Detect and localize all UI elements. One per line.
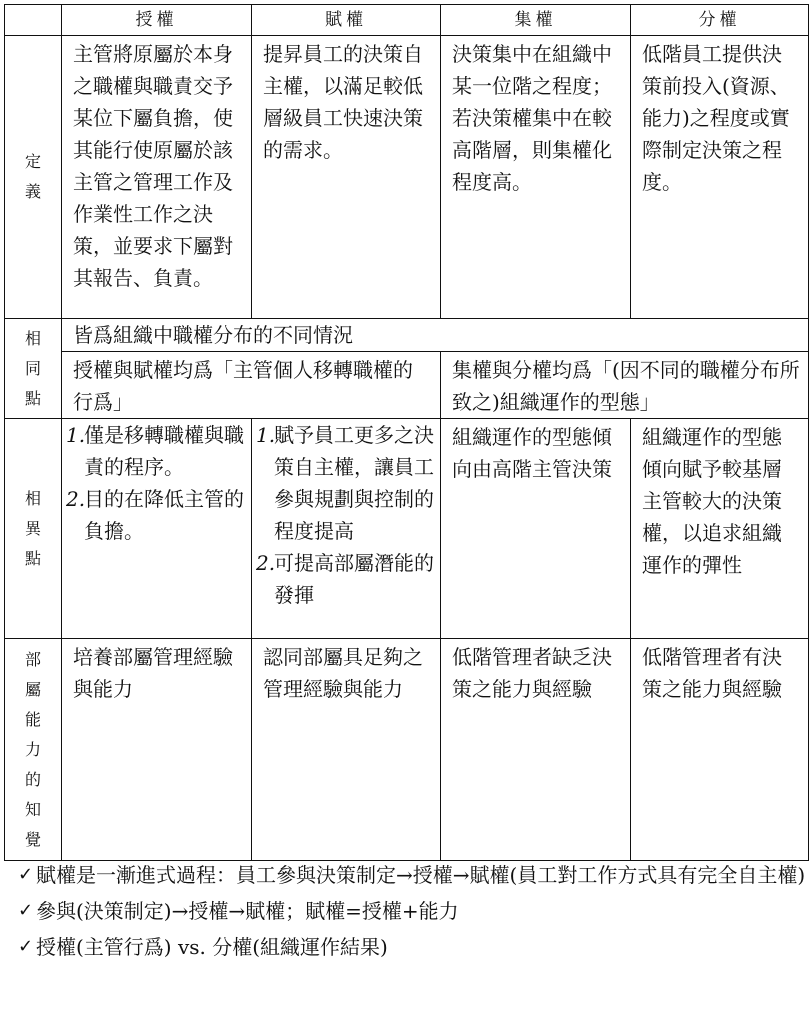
difference-centralization: 組織運作的型態傾向由高階主管決策 bbox=[441, 419, 631, 639]
definition-empowerment: 提昇員工的決策自主權，以滿足較低層級員工快速決策的需求。 bbox=[252, 36, 441, 319]
check-icon: ✓ bbox=[18, 900, 34, 921]
header-row bbox=[5, 5, 809, 36]
definition-delegation: 主管將原屬於本身之職權與職責交予某位下屬負擔，使其能行使原屬於該主管之管理工作及作業性工作之決策，並要求下屬對其報告、負責。 bbox=[62, 36, 252, 319]
similarity-all: 皆爲組織中職權分布的不同情況 bbox=[62, 319, 809, 352]
perception-delegation: 培養部屬管理經驗與能力 bbox=[62, 639, 252, 861]
difference-empowerment-list bbox=[252, 419, 440, 611]
similarity-label: 相 同 點 bbox=[5, 319, 62, 419]
note-text: 參與(決策制定)→授權→賦權；賦權=授權+能力 bbox=[36, 899, 459, 923]
list-item: 2. 可提高部屬潛能的發揮 bbox=[256, 551, 434, 607]
list-item: 1. 賦予員工更多之決策自主權，讓員工參與規劃與控制的程度提高 bbox=[256, 423, 434, 543]
header-centralization: 集權 bbox=[441, 5, 631, 36]
similarity-centralization-decentralization: 集權與分權均爲「(因不同的職權分布所致之)組織運作的型態」 bbox=[441, 352, 809, 419]
difference-delegation-list bbox=[62, 419, 251, 547]
difference-decentralization: 組織運作的型態傾向賦予較基層主管較大的決策權，以追求組織運作的彈性 bbox=[631, 419, 809, 639]
note-text: 授權(主管行爲) vs. 分權(組織運作結果) bbox=[36, 935, 388, 959]
similarity-delegation-empowerment: 授權與賦權均爲「主管個人移轉職權的行爲」 bbox=[62, 352, 441, 419]
difference-delegation bbox=[62, 419, 252, 639]
perception-label: 部 屬 能 力 的 知 覺 bbox=[5, 639, 62, 861]
note-text: 賦權是一漸進式過程：員工參與決策制定→授權→賦權(員工對工作方式具有完全自主權) bbox=[36, 863, 806, 887]
list-item: 1. 僅是移轉職權與職責的程序。 bbox=[66, 423, 244, 479]
note-item bbox=[18, 893, 808, 929]
check-icon: ✓ bbox=[18, 936, 34, 957]
note-item bbox=[18, 929, 808, 965]
difference-empowerment bbox=[252, 419, 441, 639]
similarity-row-all bbox=[5, 319, 809, 352]
definition-row bbox=[5, 36, 809, 319]
definition-centralization: 決策集中在組織中某一位階之程度；若決策權集中在較高階層，則集權化程度高。 bbox=[441, 36, 631, 319]
difference-row bbox=[5, 419, 809, 639]
list-item: 2. 目的在降低主管的負擔。 bbox=[66, 487, 244, 543]
perception-empowerment: 認同部屬具足夠之管理經驗與能力 bbox=[252, 639, 441, 861]
comparison-table bbox=[4, 4, 809, 861]
perception-decentralization: 低階管理者有決策之能力與經驗 bbox=[631, 639, 809, 861]
definition-label: 定 義 bbox=[5, 36, 62, 319]
header-decentralization: 分權 bbox=[631, 5, 809, 36]
header-delegation: 授權 bbox=[62, 5, 252, 36]
perception-row bbox=[5, 639, 809, 861]
similarity-row-pairs bbox=[5, 352, 809, 419]
definition-decentralization: 低階員工提供決策前投入(資源、能力)之程度或實際制定決策之程度。 bbox=[631, 36, 809, 319]
difference-label: 相 異 點 bbox=[5, 419, 62, 639]
header-corner bbox=[5, 5, 62, 36]
notes-section bbox=[18, 857, 808, 965]
header-empowerment: 賦權 bbox=[252, 5, 441, 36]
perception-centralization: 低階管理者缺乏決策之能力與經驗 bbox=[441, 639, 631, 861]
note-item bbox=[18, 857, 808, 893]
check-icon: ✓ bbox=[18, 864, 34, 885]
